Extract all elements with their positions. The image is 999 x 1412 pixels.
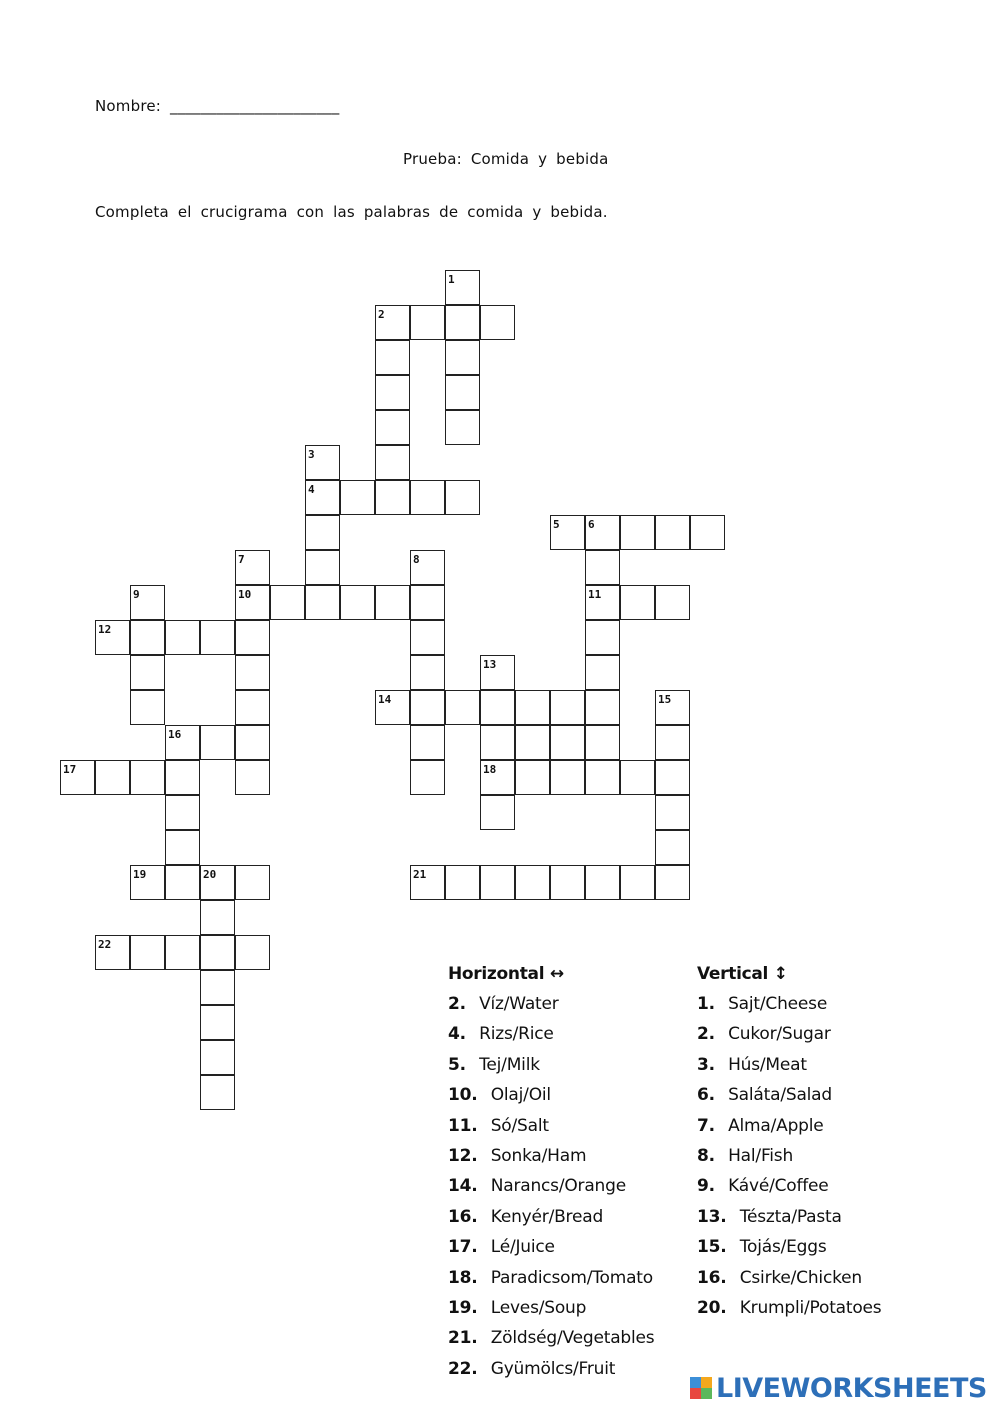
crossword-cell[interactable]	[165, 760, 200, 795]
clue-text: Hal/Fish	[722, 1145, 794, 1166]
clue-text: Zöldség/Vegetables	[485, 1328, 655, 1349]
crossword-cell[interactable]	[550, 760, 585, 795]
clue-text: Sonka/Ham	[485, 1145, 587, 1166]
logo-mark-icon	[690, 1377, 712, 1399]
crossword-cell[interactable]	[480, 865, 515, 900]
crossword-cell[interactable]	[655, 585, 690, 620]
clue-text: Víz/Water	[473, 994, 559, 1014]
clue-text: Olaj/Oil	[485, 1085, 551, 1106]
clue-number: 13	[483, 658, 497, 671]
clue-number: 12.	[448, 1145, 478, 1166]
crossword-cell[interactable]	[585, 550, 620, 585]
crossword-cell[interactable]	[480, 305, 515, 340]
clue-text: Alma/Apple	[722, 1115, 824, 1136]
clue-number: 2	[378, 308, 385, 321]
clue-number: 16.	[697, 1267, 727, 1288]
down-clue	[697, 1205, 937, 1235]
crossword-cell[interactable]	[235, 655, 270, 690]
crossword-cell[interactable]	[445, 480, 480, 515]
clue-number: 3.	[697, 1054, 715, 1075]
crossword-cell[interactable]	[235, 725, 270, 760]
crossword-cell[interactable]	[200, 935, 235, 970]
down-clue	[697, 1174, 937, 1204]
crossword-cell[interactable]	[375, 375, 410, 410]
crossword-cell[interactable]	[270, 585, 305, 620]
crossword-cell[interactable]	[305, 550, 340, 585]
clue-text: Kávé/Coffee	[722, 1176, 829, 1197]
clue-number: 13.	[697, 1206, 727, 1227]
crossword-cell[interactable]	[620, 515, 655, 550]
crossword-cell[interactable]	[585, 620, 620, 655]
clue-number: 1.	[697, 994, 715, 1014]
crossword-cell[interactable]	[585, 690, 620, 725]
clue-number: 16	[168, 728, 182, 741]
crossword-cell[interactable]	[585, 725, 620, 760]
crossword-cell[interactable]	[95, 620, 130, 655]
down-heading: Vertical ↕	[697, 964, 788, 984]
clue-text: Hús/Meat	[722, 1054, 807, 1075]
crossword-cell[interactable]	[550, 865, 585, 900]
crossword-cell[interactable]	[340, 585, 375, 620]
down-clue	[697, 1235, 937, 1265]
crossword-cell[interactable]	[165, 830, 200, 865]
clue-text: Leves/Soup	[485, 1297, 587, 1318]
clue-text: Gyümölcs/Fruit	[485, 1358, 616, 1379]
crossword-cell[interactable]	[200, 900, 235, 935]
crossword-cell[interactable]	[165, 935, 200, 970]
crossword-cell[interactable]	[480, 795, 515, 830]
down-clue	[697, 1296, 937, 1326]
crossword-cell[interactable]	[550, 690, 585, 725]
clue-number: 19.	[448, 1297, 478, 1318]
clue-number: 21.	[448, 1328, 478, 1349]
clue-number: 17.	[448, 1237, 478, 1258]
crossword-cell[interactable]	[410, 620, 445, 655]
crossword-cell[interactable]	[550, 515, 585, 550]
clue-number: 10	[238, 588, 252, 601]
crossword-cell[interactable]	[445, 305, 480, 340]
crossword-cell[interactable]	[585, 585, 620, 620]
crossword-cell[interactable]	[655, 725, 690, 760]
crossword-cell[interactable]	[375, 305, 410, 340]
liveworksheets-logo[interactable]	[690, 1372, 987, 1404]
clue-number: 20	[203, 868, 217, 881]
logo-text: LIVEWORKSHEETS	[716, 1372, 987, 1404]
crossword-cell[interactable]	[235, 865, 270, 900]
crossword-cell[interactable]	[340, 480, 375, 515]
clue-text: Tészta/Pasta	[734, 1206, 842, 1227]
down-clue	[697, 1083, 937, 1113]
crossword-cell[interactable]	[410, 480, 445, 515]
crossword-cell[interactable]	[620, 585, 655, 620]
clue-number: 18.	[448, 1267, 478, 1288]
clue-number: 10.	[448, 1085, 478, 1106]
crossword-cell[interactable]	[480, 655, 515, 690]
crossword-cell[interactable]	[655, 830, 690, 865]
clue-number: 5.	[448, 1054, 466, 1075]
down-clue	[697, 1266, 937, 1296]
crossword-cell[interactable]	[585, 865, 620, 900]
crossword-cell[interactable]	[235, 760, 270, 795]
crossword-cell[interactable]	[585, 655, 620, 690]
crossword-cell[interactable]	[410, 725, 445, 760]
crossword-cell[interactable]	[655, 760, 690, 795]
across-clue	[448, 1022, 688, 1052]
crossword-cell[interactable]	[375, 410, 410, 445]
across-clue	[448, 1083, 688, 1113]
crossword-cell[interactable]	[620, 865, 655, 900]
clue-number: 6.	[697, 1085, 715, 1106]
down-clues	[697, 962, 937, 1326]
crossword-cell[interactable]	[165, 725, 200, 760]
crossword-cell[interactable]	[130, 620, 165, 655]
crossword-cell[interactable]	[410, 690, 445, 725]
clue-text: Narancs/Orange	[485, 1176, 626, 1197]
down-clue	[697, 992, 937, 1022]
clue-number: 3	[308, 448, 315, 461]
clue-text: Saláta/Salad	[722, 1085, 832, 1106]
crossword-cell[interactable]	[480, 690, 515, 725]
down-clue	[697, 1053, 937, 1083]
crossword-cell[interactable]	[95, 760, 130, 795]
crossword-cell[interactable]	[305, 445, 340, 480]
crossword-cell[interactable]	[235, 585, 270, 620]
clue-text: Sajt/Cheese	[722, 994, 828, 1014]
down-clue	[697, 1022, 937, 1052]
crossword-cell[interactable]	[200, 725, 235, 760]
clue-number: 19	[133, 868, 147, 881]
crossword-cell[interactable]	[235, 550, 270, 585]
crossword-cell[interactable]	[165, 865, 200, 900]
crossword-cell[interactable]	[235, 620, 270, 655]
crossword-cell[interactable]	[410, 865, 445, 900]
clue-number: 21	[413, 868, 427, 881]
crossword-cell[interactable]	[480, 725, 515, 760]
crossword-cell[interactable]	[200, 970, 235, 1005]
clue-number: 1	[448, 273, 455, 286]
clue-number: 14.	[448, 1176, 478, 1197]
clue-number: 20.	[697, 1297, 727, 1318]
clue-text: Rizs/Rice	[473, 1024, 554, 1045]
crossword-cell[interactable]	[200, 1040, 235, 1075]
clue-number: 8.	[697, 1145, 715, 1166]
clue-number: 17	[63, 763, 77, 776]
crossword-cell[interactable]	[445, 375, 480, 410]
down-clue	[697, 1144, 937, 1174]
across-clues	[448, 962, 688, 1387]
crossword-cell[interactable]	[305, 585, 340, 620]
crossword-cell[interactable]	[515, 865, 550, 900]
clue-number: 6	[588, 518, 595, 531]
crossword-cell[interactable]	[200, 1005, 235, 1040]
crossword-cell[interactable]	[200, 1075, 235, 1110]
crossword-cell[interactable]	[585, 515, 620, 550]
clue-number: 22	[98, 938, 112, 951]
crossword-cell[interactable]	[410, 760, 445, 795]
crossword-cell[interactable]	[200, 865, 235, 900]
crossword-cell[interactable]	[655, 795, 690, 830]
crossword-cell[interactable]	[200, 620, 235, 655]
crossword-cell[interactable]	[655, 865, 690, 900]
clue-number: 4	[308, 483, 315, 496]
crossword-cell[interactable]	[620, 760, 655, 795]
crossword-cell[interactable]	[130, 585, 165, 620]
crossword-cell[interactable]	[60, 760, 95, 795]
clue-number: 7	[238, 553, 245, 566]
crossword-cell[interactable]	[410, 655, 445, 690]
across-clue	[448, 1326, 688, 1356]
crossword-cell[interactable]	[165, 620, 200, 655]
crossword-cell[interactable]	[515, 760, 550, 795]
across-clue	[448, 1174, 688, 1204]
crossword-cell[interactable]	[95, 935, 130, 970]
crossword-cell[interactable]	[235, 935, 270, 970]
crossword-cell[interactable]	[445, 270, 480, 305]
across-clue	[448, 1144, 688, 1174]
clue-number: 22.	[448, 1358, 478, 1379]
crossword-cell[interactable]	[375, 445, 410, 480]
crossword-cell[interactable]	[375, 340, 410, 375]
crossword-cell[interactable]	[375, 690, 410, 725]
clue-number: 12	[98, 623, 112, 636]
clue-number: 9	[133, 588, 140, 601]
crossword-cell[interactable]	[480, 760, 515, 795]
instructions: Completa el crucigrama con las palabras de comida y bebida.	[95, 203, 608, 221]
clue-number: 4.	[448, 1024, 466, 1045]
page-title: Prueba: Comida y bebida	[403, 150, 609, 168]
crossword-cell[interactable]	[585, 760, 620, 795]
across-clue	[448, 1296, 688, 1326]
clue-number: 8	[413, 553, 420, 566]
clue-text: Paradicsom/Tomato	[485, 1267, 653, 1288]
clue-number: 11	[588, 588, 602, 601]
crossword-cell[interactable]	[550, 725, 585, 760]
crossword-cell[interactable]	[445, 690, 480, 725]
crossword-cell[interactable]	[130, 655, 165, 690]
across-clue	[448, 1053, 688, 1083]
crossword-cell[interactable]	[515, 725, 550, 760]
clue-text: Cukor/Sugar	[722, 1024, 831, 1045]
clue-number: 14	[378, 693, 392, 706]
crossword-cell[interactable]	[235, 690, 270, 725]
clue-text: Krumpli/Potatoes	[734, 1297, 882, 1318]
crossword-cell[interactable]	[130, 690, 165, 725]
crossword-cell[interactable]	[445, 340, 480, 375]
clue-text: Kenyér/Bread	[485, 1206, 604, 1227]
clue-text: Tojás/Eggs	[734, 1237, 827, 1258]
across-clue	[448, 1266, 688, 1296]
crossword-cell[interactable]	[410, 550, 445, 585]
crossword-cell[interactable]	[165, 795, 200, 830]
crossword-cell[interactable]	[305, 480, 340, 515]
clue-number: 18	[483, 763, 497, 776]
clue-text: Só/Salt	[485, 1115, 549, 1136]
crossword-cell[interactable]	[655, 690, 690, 725]
crossword-cell[interactable]	[515, 690, 550, 725]
across-clue	[448, 1114, 688, 1144]
crossword-cell[interactable]	[130, 865, 165, 900]
clue-number: 15.	[697, 1237, 727, 1258]
down-clue	[697, 1114, 937, 1144]
crossword-cell[interactable]	[690, 515, 725, 550]
crossword-cell[interactable]	[305, 515, 340, 550]
crossword-cell[interactable]	[445, 410, 480, 445]
clue-number: 2.	[697, 1024, 715, 1045]
clue-number: 2.	[448, 994, 466, 1014]
clue-number: 11.	[448, 1115, 478, 1136]
crossword-cell[interactable]	[410, 585, 445, 620]
crossword-cell[interactable]	[375, 585, 410, 620]
clue-text: Lé/Juice	[485, 1237, 555, 1258]
crossword-cell[interactable]	[375, 480, 410, 515]
across-heading: Horizontal ↔	[448, 964, 564, 984]
crossword-cell[interactable]	[655, 515, 690, 550]
across-clue	[448, 992, 688, 1022]
name-line[interactable]: Nombre: ______________________	[95, 97, 340, 115]
crossword-cell[interactable]	[130, 935, 165, 970]
clue-number: 9.	[697, 1176, 715, 1197]
clue-text: Csirke/Chicken	[734, 1267, 862, 1288]
clue-number: 7.	[697, 1115, 715, 1136]
across-clue	[448, 1235, 688, 1265]
crossword-cell[interactable]	[410, 305, 445, 340]
crossword-cell[interactable]	[445, 865, 480, 900]
across-clue	[448, 1205, 688, 1235]
clue-text: Tej/Milk	[473, 1054, 540, 1075]
clue-number: 5	[553, 518, 560, 531]
across-clue	[448, 1357, 688, 1387]
crossword-cell[interactable]	[130, 760, 165, 795]
clue-number: 16.	[448, 1206, 478, 1227]
clue-number: 15	[658, 693, 672, 706]
